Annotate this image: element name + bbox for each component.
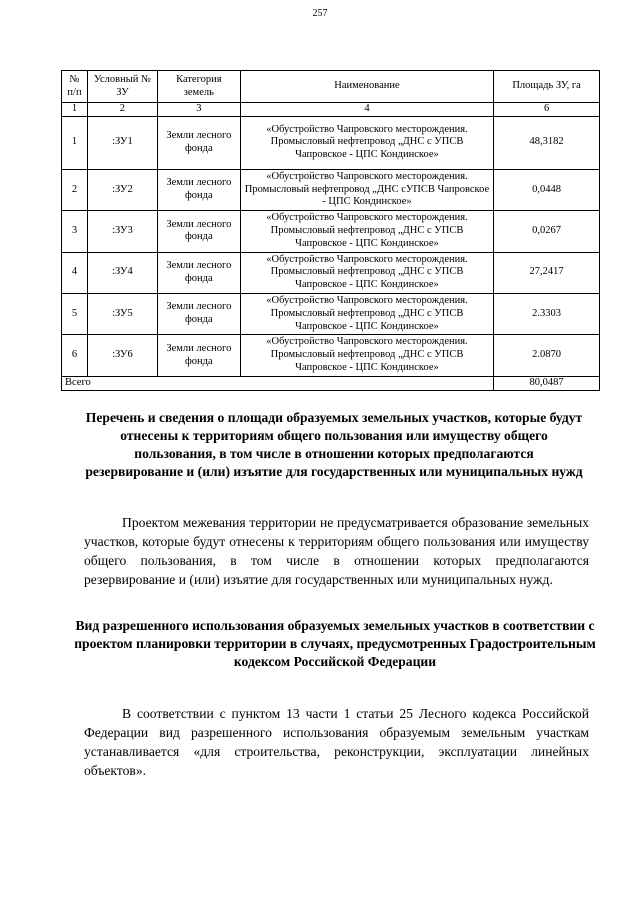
total-label: Всего xyxy=(62,376,494,390)
column-number: 2 xyxy=(87,103,157,117)
row-area: 27,2417 xyxy=(494,252,600,293)
section-body-public-use-plots: Проектом межевания территории не предусматривается образование земельных участков, которые будут отнесены к территориям общего пользования или имуществу общего пользования, в том числе в отношении которых предполагаются резервирование и (или) изъятие для государственных или муниципальных нужд. xyxy=(84,515,589,587)
table-row xyxy=(62,335,600,376)
row-num: 1 xyxy=(62,116,88,169)
header-zu: Условный № ЗУ xyxy=(87,71,157,103)
row-zu: :ЗУ5 xyxy=(87,293,157,334)
row-area: 2.0870 xyxy=(494,335,600,376)
table-row xyxy=(62,169,600,210)
row-zu: :ЗУ1 xyxy=(87,116,157,169)
row-num: 5 xyxy=(62,293,88,334)
column-number-row xyxy=(62,103,600,117)
row-category: Земли лесного фонда xyxy=(157,169,240,210)
row-num: 2 xyxy=(62,169,88,210)
row-zu: :ЗУ2 xyxy=(87,169,157,210)
row-category: Земли лесного фонда xyxy=(157,252,240,293)
total-row xyxy=(62,376,600,390)
row-num: 4 xyxy=(62,252,88,293)
row-category: Земли лесного фонда xyxy=(157,211,240,252)
row-name: «Обустройство Чапровского месторождения. Промысловый нефтепровод „ДНС сУПСВ Чапровское - ЦПС Кондинское» xyxy=(240,169,493,210)
total-value: 80,0487 xyxy=(494,376,600,390)
header-num: № п/п xyxy=(62,71,88,103)
row-area: 0,0267 xyxy=(494,211,600,252)
row-name: «Обустройство Чапровского месторождения. Промысловый нефтепровод „ДНС с УПСВ Чапровское - ЦПС Кондинское» xyxy=(240,116,493,169)
row-name: «Обустройство Чапровского месторождения. Промысловый нефтепровод „ДНС с УПСВ Чапровское - ЦПС Кондинское» xyxy=(240,293,493,334)
table-row xyxy=(62,116,600,169)
row-name: «Обустройство Чапровского месторождения. Промысловый нефтепровод „ДНС с УПСВ Чапровское - ЦПС Кондинское» xyxy=(240,252,493,293)
header-area: Площадь ЗУ, га xyxy=(494,71,600,103)
section-heading-public-use-plots: Перечень и сведения о площади образуемых земельных участков, которые будут отнесены к территориям общего пользования или имуществу общего пользования, в том числе в отношении которых предполагаются резервирование и (или) изъятие для государственных или муниципальных нужд xyxy=(85,410,583,479)
header-category: Категория земель xyxy=(157,71,240,103)
column-number: 3 xyxy=(157,103,240,117)
row-num: 6 xyxy=(62,335,88,376)
row-category: Земли лесного фонда xyxy=(157,293,240,334)
row-area: 0,0448 xyxy=(494,169,600,210)
row-name: «Обустройство Чапровского месторождения. Промысловый нефтепровод „ДНС с УПСВ Чапровское - ЦПС Кондинское» xyxy=(240,335,493,376)
column-number: 4 xyxy=(240,103,493,117)
row-num: 3 xyxy=(62,211,88,252)
row-category: Земли лесного фонда xyxy=(157,335,240,376)
table-row xyxy=(62,211,600,252)
row-zu: :ЗУ3 xyxy=(87,211,157,252)
table-header-row xyxy=(62,71,600,103)
row-category: Земли лесного фонда xyxy=(157,116,240,169)
page-number: 257 xyxy=(312,8,328,19)
section-heading-permitted-use: Вид разрешенного использования образуемых земельных участков в соответствии с проектом планировки территории в случаях, предусмотренных Градостроительным кодексом Российской Федерации xyxy=(74,618,596,669)
column-number: 6 xyxy=(494,103,600,117)
row-area: 48,3182 xyxy=(494,116,600,169)
row-area: 2.3303 xyxy=(494,293,600,334)
row-name: «Обустройство Чапровского месторождения. Промысловый нефтепровод „ДНС с УПСВ Чапровское - ЦПС Кондинское» xyxy=(240,211,493,252)
header-name: Наименование xyxy=(240,71,493,103)
table-row xyxy=(62,293,600,334)
column-number: 1 xyxy=(62,103,88,117)
row-zu: :ЗУ6 xyxy=(87,335,157,376)
section-body-permitted-use: В соответствии с пунктом 13 части 1 статьи 25 Лесного кодекса Российской Федерации вид разрешенного использования образуемым земельным участкам устанавливается «для строительства, реконструкции, эксплуатации линейных объектов». xyxy=(84,706,589,778)
land-plots-table xyxy=(61,70,600,391)
row-zu: :ЗУ4 xyxy=(87,252,157,293)
table-row xyxy=(62,252,600,293)
